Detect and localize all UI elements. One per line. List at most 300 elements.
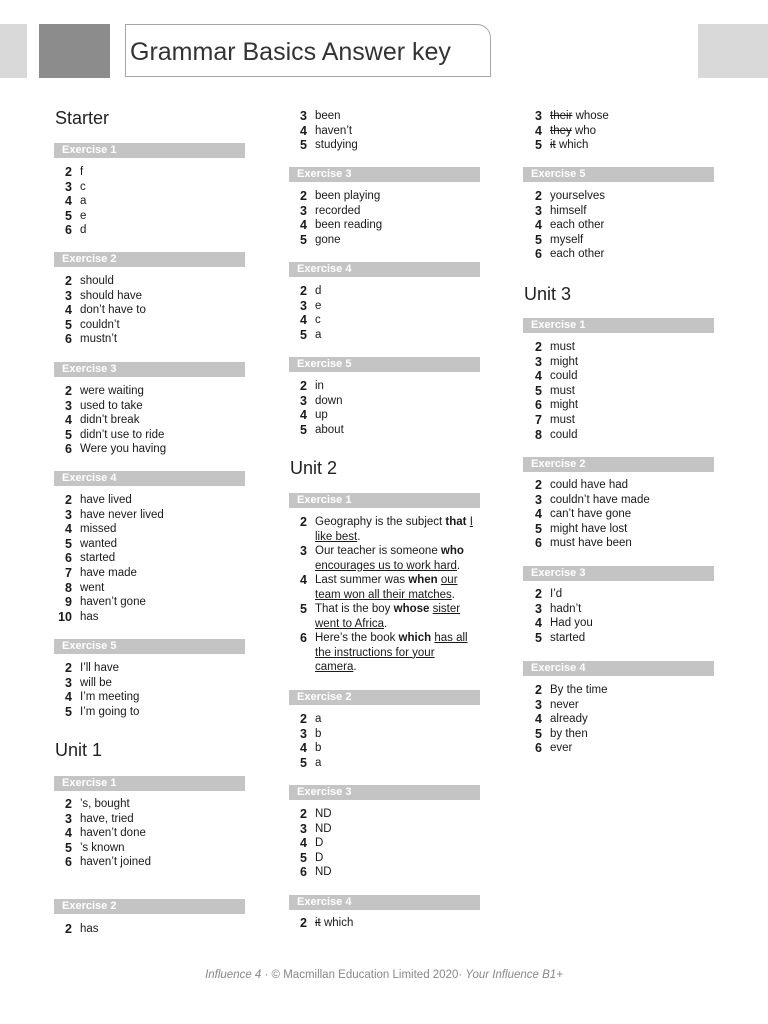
answer-text: b — [315, 742, 322, 755]
answer-number: 3 — [535, 492, 542, 507]
header-title-box — [125, 24, 491, 77]
answer-row — [54, 705, 244, 720]
answer-sentence — [315, 515, 473, 544]
answer-number: 2 — [300, 189, 307, 203]
answer-number: 5 — [300, 602, 307, 616]
exercise-header: Exercise 4 — [523, 661, 714, 676]
exercise-header: Exercise 2 — [54, 899, 245, 914]
answer-text: have made — [80, 566, 137, 579]
answer-text: up — [315, 409, 328, 422]
answer-number: 2 — [65, 493, 72, 507]
answer-text: must have been — [550, 537, 632, 550]
answer-text: could have had — [550, 479, 629, 491]
answer-number: 4 — [65, 303, 72, 318]
answer-number: 9 — [65, 595, 72, 610]
answer-list — [289, 379, 479, 437]
answer-text: must — [550, 341, 575, 353]
answer-row — [289, 916, 479, 931]
relative-clause: sister went to Africa — [315, 603, 461, 630]
answer-row — [289, 218, 479, 233]
answer-text: studying — [315, 139, 358, 152]
answer-number: 3 — [535, 109, 542, 123]
answer-list — [54, 922, 244, 937]
answer-text: himself — [550, 204, 587, 217]
answer-row — [524, 631, 714, 646]
answer-text: have, tried — [80, 812, 134, 825]
answer-text: used to take — [80, 399, 143, 412]
answer-number: 5 — [535, 383, 542, 398]
answer-row — [289, 807, 479, 822]
answer-text: each other — [550, 219, 605, 232]
answer-text: must — [550, 384, 575, 397]
exercise-header: Exercise 5 — [523, 167, 714, 182]
answer-sentence — [315, 631, 473, 675]
answer-text: must — [550, 413, 575, 426]
answer-number: 2 — [65, 661, 72, 675]
answer-number: 3 — [65, 179, 72, 194]
answer-text: were waiting — [80, 385, 144, 397]
struck-word: their — [550, 110, 573, 122]
answer-sentence — [315, 573, 473, 602]
exercise-header: Exercise 1 — [54, 143, 245, 158]
relative-pronoun: whose — [393, 603, 430, 615]
answer-number: 6 — [65, 855, 72, 870]
answer-number: 4 — [65, 522, 72, 537]
answer-row — [54, 581, 244, 596]
answer-row — [524, 428, 714, 443]
sentence-end: . — [357, 530, 361, 543]
answer-row — [54, 676, 244, 691]
answer-row — [524, 602, 714, 617]
answer-number: 3 — [300, 393, 307, 408]
answer-number: 3 — [535, 203, 542, 218]
answer-row — [289, 756, 479, 771]
answer-number: 6 — [535, 247, 542, 262]
answer-number: 5 — [65, 840, 72, 855]
answer-row — [54, 855, 244, 870]
answer-number: 3 — [300, 544, 307, 558]
exercise-header: Exercise 3 — [54, 362, 245, 377]
answer-number: 6 — [65, 332, 72, 347]
relative-pronoun: which — [398, 632, 432, 644]
replacement-word: which — [555, 139, 589, 152]
answer-text: myself — [550, 233, 584, 246]
answer-row — [289, 284, 479, 299]
answer-row — [524, 712, 714, 727]
answer-number: 3 — [65, 398, 72, 413]
answer-sentence — [315, 602, 473, 631]
answer-number: 4 — [535, 369, 542, 384]
sentence-start: That is the boy — [315, 603, 394, 615]
answer-row — [289, 836, 479, 851]
answer-text: mustn’t — [80, 333, 118, 346]
answer-text: been reading — [315, 219, 383, 232]
answer-row — [289, 727, 479, 742]
sentence-row — [289, 602, 479, 631]
footer-course-title: Your Influence B1+ — [465, 969, 563, 981]
answer-number: 5 — [535, 521, 542, 536]
answer-row — [289, 741, 479, 756]
answer-row — [524, 369, 714, 384]
answer-number: 3 — [535, 354, 542, 369]
answer-text — [550, 138, 588, 153]
answer-number: 5 — [300, 422, 307, 437]
answer-number: 6 — [300, 631, 307, 645]
answer-number: 4 — [300, 573, 307, 587]
answer-row — [289, 394, 479, 409]
relative-pronoun: who — [440, 545, 464, 557]
relative-clause: our team won all their matches — [315, 574, 458, 601]
answer-number: 7 — [65, 565, 72, 580]
answer-list — [524, 340, 714, 442]
answer-row — [289, 124, 479, 139]
answer-number: 8 — [535, 427, 542, 442]
answer-text: a — [315, 756, 322, 769]
answer-text: each other — [550, 248, 605, 261]
answer-number: 4 — [535, 616, 542, 631]
answer-text: might — [550, 355, 579, 368]
answer-row — [54, 413, 244, 428]
answer-text: d — [315, 285, 322, 297]
answer-text: might — [550, 399, 579, 412]
answer-text: haven’t — [315, 124, 353, 137]
answer-sentence — [315, 544, 473, 573]
answer-number: 3 — [300, 726, 307, 741]
answer-list — [289, 284, 479, 342]
answer-number: 2 — [65, 922, 72, 936]
exercise-header: Exercise 1 — [289, 493, 480, 508]
answer-text: d — [80, 224, 87, 237]
answer-row — [524, 355, 714, 370]
answer-row — [524, 413, 714, 428]
exercise-header: Exercise 3 — [289, 785, 480, 800]
answer-number: 4 — [535, 712, 542, 727]
answer-text: couldn’t — [80, 318, 120, 331]
answer-row — [54, 508, 244, 523]
answer-row — [524, 493, 714, 508]
answer-row — [54, 303, 244, 318]
answer-number: 3 — [300, 821, 307, 836]
answer-number: 2 — [65, 384, 72, 398]
answer-number: 5 — [65, 317, 72, 332]
answer-row — [524, 683, 714, 698]
header-left-tab — [0, 24, 27, 78]
answer-number: 8 — [65, 580, 72, 595]
answer-row — [289, 423, 479, 438]
answer-row — [524, 741, 714, 756]
answer-list — [289, 712, 479, 770]
answer-number: 5 — [300, 327, 307, 342]
answer-row — [524, 218, 714, 233]
exercise-header: Exercise 5 — [54, 639, 245, 654]
answer-text: recorded — [315, 204, 361, 217]
answer-row — [54, 442, 244, 457]
answer-text: haven’t gone — [80, 596, 146, 609]
answer-list — [289, 916, 479, 931]
answer-row — [54, 661, 244, 676]
answer-number: 2 — [300, 515, 307, 529]
answer-row — [524, 727, 714, 742]
answer-text: been playing — [315, 190, 381, 202]
answer-list — [54, 165, 244, 238]
answer-number: 5 — [535, 138, 542, 153]
answer-row — [54, 165, 244, 180]
answer-text: gone — [315, 233, 341, 246]
answer-number: 2 — [535, 683, 542, 697]
answer-text: ever — [550, 742, 573, 755]
sentence-end: . — [456, 559, 461, 572]
answer-row — [289, 299, 479, 314]
answer-list — [54, 797, 244, 870]
header-dark-block — [39, 24, 110, 78]
sentence-end: . — [451, 588, 455, 601]
answer-number: 4 — [300, 741, 307, 756]
answer-row — [54, 522, 244, 537]
answer-text: e — [315, 299, 322, 312]
sentence-end: . — [384, 617, 388, 630]
sentence-start: Geography is the subject — [315, 516, 446, 528]
answer-text: have lived — [80, 494, 132, 506]
answer-number: 6 — [65, 223, 72, 238]
sentence-row — [289, 544, 479, 573]
answer-text: haven’t done — [80, 827, 146, 840]
sentence-end: . — [353, 661, 357, 674]
answer-text: already — [550, 713, 588, 726]
sentence-row — [289, 631, 479, 675]
answer-text: never — [550, 698, 579, 711]
answer-row — [54, 812, 244, 827]
answer-text: ND — [315, 866, 332, 879]
answer-number: 3 — [535, 697, 542, 712]
answer-row — [54, 537, 244, 552]
answer-row — [289, 712, 479, 727]
answer-text: I’ll have — [80, 662, 119, 674]
answer-number: 4 — [535, 123, 542, 138]
answer-number: 5 — [535, 232, 542, 247]
answer-list — [54, 274, 244, 347]
answer-number: 4 — [300, 313, 307, 328]
answer-number: 5 — [65, 208, 72, 223]
answer-row — [289, 204, 479, 219]
answer-text: don’t have to — [80, 304, 146, 317]
struck-word: it — [315, 917, 321, 929]
answer-number: 2 — [535, 587, 542, 601]
answer-list — [289, 807, 479, 880]
answer-row — [289, 408, 479, 423]
answer-list — [54, 384, 244, 457]
exercise-header: Exercise 4 — [289, 262, 480, 277]
exercise-header: Exercise 2 — [54, 252, 245, 267]
answer-row — [524, 124, 714, 139]
answer-list — [289, 189, 479, 247]
answer-number: 4 — [300, 218, 307, 233]
answer-row — [289, 328, 479, 343]
answer-number: 4 — [65, 413, 72, 428]
answer-list — [54, 661, 244, 719]
answer-row — [54, 384, 244, 399]
replacement-word: who — [571, 124, 597, 137]
sentence-start: Our teacher is someone — [315, 545, 441, 557]
answer-number: 4 — [65, 826, 72, 841]
answer-text: couldn’t have made — [550, 493, 650, 506]
answer-number: 5 — [300, 755, 307, 770]
answer-text: started — [550, 631, 586, 644]
answer-number: 6 — [65, 442, 72, 457]
answer-text: have never lived — [80, 508, 164, 521]
answer-number: 3 — [300, 203, 307, 218]
exercise-header: Exercise 3 — [289, 167, 480, 182]
replacement-word: whose — [572, 110, 609, 122]
answer-row — [524, 616, 714, 631]
answer-number: 5 — [300, 850, 307, 865]
answer-row — [289, 822, 479, 837]
answer-text: went — [80, 581, 105, 594]
answer-row — [54, 566, 244, 581]
exercise-header: Exercise 2 — [289, 690, 480, 705]
answer-number: 4 — [535, 507, 542, 522]
answer-row — [54, 690, 244, 705]
relative-clause: I like best — [315, 516, 473, 543]
answer-row — [54, 493, 244, 508]
answer-row — [54, 610, 244, 625]
answer-number: 3 — [300, 109, 307, 123]
answer-row — [524, 233, 714, 248]
answer-number: 2 — [65, 165, 72, 179]
answer-row — [289, 233, 479, 248]
sentence-start: Here’s the book — [315, 632, 399, 644]
answer-text: could — [550, 428, 578, 441]
answer-number: 4 — [300, 123, 307, 138]
struck-word: they — [550, 124, 572, 137]
column-1 — [55, 108, 245, 129]
answer-text: D — [315, 851, 324, 864]
answer-text: e — [80, 209, 87, 222]
answer-row — [289, 851, 479, 866]
answer-text — [315, 916, 353, 931]
answer-row — [289, 865, 479, 880]
answer-text: c — [315, 314, 321, 327]
answer-number: 2 — [535, 478, 542, 492]
answer-list — [524, 189, 714, 262]
answer-row — [524, 109, 714, 124]
answer-number: 3 — [65, 811, 72, 826]
struck-word: it — [550, 139, 556, 152]
answer-text: ND — [315, 822, 332, 835]
answer-text: Were you having — [80, 443, 167, 456]
answer-text: has — [80, 610, 99, 623]
answer-number: 4 — [65, 690, 72, 705]
exercise-header: Exercise 4 — [289, 895, 480, 910]
answer-number: 6 — [535, 741, 542, 756]
answer-text: will be — [80, 676, 112, 689]
answer-row — [524, 340, 714, 355]
answer-text: wanted — [80, 537, 118, 550]
answer-number: 6 — [65, 551, 72, 566]
answer-text: ND — [315, 808, 332, 820]
exercise-header: Exercise 1 — [54, 776, 245, 791]
answer-number: 5 — [65, 427, 72, 442]
answer-number: 3 — [65, 507, 72, 522]
exercise-header: Exercise 5 — [289, 357, 480, 372]
answer-number: 5 — [65, 536, 72, 551]
answer-number: 3 — [65, 288, 72, 303]
answer-number: 2 — [65, 274, 72, 288]
answer-number: 2 — [300, 916, 307, 930]
footer-copyright: · © Macmillan Education Limited 2020· — [261, 969, 466, 981]
answer-text: can’t have gone — [550, 508, 632, 521]
answer-number: 2 — [300, 379, 307, 393]
sentence-answer-list — [289, 515, 479, 675]
sentence-start: Last summer was — [315, 574, 409, 586]
answer-text: I’m going to — [80, 705, 140, 718]
answer-text: a — [315, 328, 322, 341]
answer-text: has — [80, 923, 99, 935]
replacement-word: which — [320, 917, 354, 929]
answer-number: 2 — [535, 340, 542, 354]
answer-row — [289, 379, 479, 394]
answer-row — [54, 595, 244, 610]
relative-clause: has all the instructions for your camera — [315, 632, 468, 674]
answer-text: started — [80, 552, 116, 565]
answer-row — [54, 841, 244, 856]
exercise-header: Exercise 3 — [523, 566, 714, 581]
relative-clause: encourages us to work hard — [315, 559, 457, 572]
answer-text: didn’t use to ride — [80, 428, 165, 441]
answer-text: could — [550, 370, 578, 383]
footer-book-title: Influence 4 — [205, 969, 262, 981]
answer-number: 3 — [300, 298, 307, 313]
answer-text: by then — [550, 727, 588, 740]
answer-text: D — [315, 837, 324, 850]
answer-text: a — [315, 713, 322, 725]
answer-number: 3 — [535, 601, 542, 616]
answer-row — [54, 289, 244, 304]
answer-row — [54, 826, 244, 841]
answer-number: 2 — [65, 797, 72, 811]
answer-number: 6 — [300, 865, 307, 880]
answer-list — [524, 109, 714, 153]
header-right-tab — [698, 24, 768, 78]
answer-row — [54, 180, 244, 195]
page-title: Grammar Basics Answer key — [130, 38, 451, 66]
answer-text: about — [315, 423, 344, 436]
relative-pronoun: that — [445, 516, 467, 528]
answer-number: 5 — [65, 704, 72, 719]
answer-number: 2 — [300, 807, 307, 821]
answer-number: 5 — [535, 630, 542, 645]
answer-row — [54, 428, 244, 443]
answer-number: 4 — [300, 408, 307, 423]
answer-text: been — [315, 110, 341, 122]
answer-text: should have — [80, 289, 143, 302]
answer-row — [524, 478, 714, 493]
answer-number: 2 — [300, 284, 307, 298]
answer-list — [54, 493, 244, 624]
answer-number: 5 — [535, 726, 542, 741]
answer-number: 4 — [535, 218, 542, 233]
unit-heading-starter: Starter — [55, 108, 110, 128]
unit-heading-1: Unit 1 — [55, 740, 103, 760]
answer-text: down — [315, 394, 343, 407]
answer-row — [524, 507, 714, 522]
answer-text: should — [80, 275, 114, 287]
answer-number: 4 — [65, 194, 72, 209]
answer-list — [524, 683, 714, 756]
answer-row — [54, 209, 244, 224]
answer-text: might have lost — [550, 522, 628, 535]
answer-text: I’m meeting — [80, 691, 140, 704]
answer-row — [54, 922, 244, 937]
